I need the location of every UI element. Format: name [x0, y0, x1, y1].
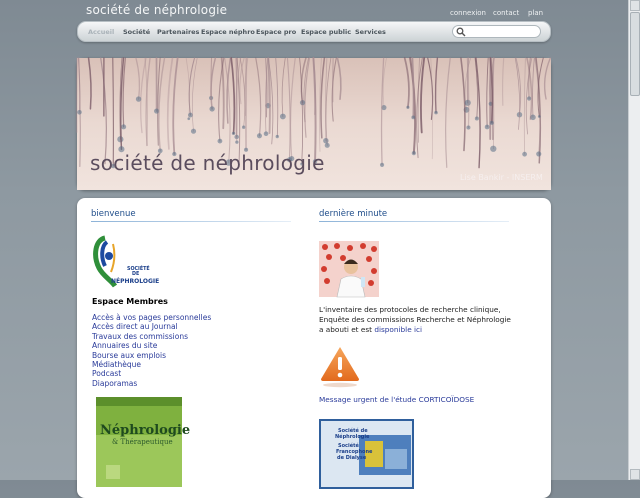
news1-line2: Enquête des commissions Recherche et Néphrologie	[319, 315, 511, 324]
search-box	[452, 25, 541, 38]
nav-item-partenaires[interactable]: Partenaires	[157, 28, 200, 36]
link-mediatheque[interactable]: Médiathèque	[92, 360, 141, 370]
member-links	[92, 313, 211, 388]
journal-subtitle: & Thérapeutique	[112, 438, 173, 446]
banner-credit: Lise Bankir - INSERM	[460, 173, 543, 182]
heading-rule	[91, 221, 291, 222]
vertical-scrollbar[interactable]	[628, 0, 640, 480]
banner-title: société de néphrologie	[90, 151, 325, 175]
heading-rule-right	[319, 221, 509, 222]
scroll-down-button[interactable]	[630, 469, 640, 480]
nav-item-espace-nephro[interactable]: Espace néphro	[201, 28, 255, 36]
heading-bienvenue: bienvenue	[91, 209, 136, 219]
news1-line3-text: a abouti et est	[319, 325, 375, 334]
search-input[interactable]	[466, 27, 538, 37]
logo-text-line3: NÉPHROLOGIE	[111, 278, 160, 285]
dialysis-brochure-image[interactable]	[319, 419, 414, 489]
members-title: Espace Membres	[92, 297, 168, 306]
brochure-line4: Francophone	[336, 449, 373, 455]
researcher-image[interactable]	[319, 241, 379, 297]
brochure-line3: Société	[338, 443, 359, 449]
link-podcast[interactable]: Podcast	[92, 369, 122, 379]
brochure-line5: de Dialyse	[337, 455, 367, 461]
plan-link[interactable]: plan	[528, 9, 544, 17]
link-pages-personnelles[interactable]: Accès à vos pages personnelles	[92, 313, 212, 322]
scroll-up-button[interactable]	[630, 0, 640, 11]
brochure-line1: Société de	[338, 428, 368, 434]
news2	[319, 395, 474, 405]
nav-item-espace-pro[interactable]: Espace pro	[256, 28, 297, 36]
journal-title: Néphrologie	[100, 423, 191, 438]
news1-line1: L'inventaire des protocoles de recherche clinique,	[319, 305, 501, 314]
heading-derniere-minute: dernière minute	[319, 209, 388, 219]
main-nav	[77, 21, 551, 42]
connexion-link[interactable]: connexion	[450, 9, 486, 17]
journal-cover[interactable]	[96, 397, 191, 487]
link-bourse-emplois[interactable]: Bourse aux emplois	[92, 350, 166, 360]
scroll-thumb[interactable]	[630, 12, 640, 96]
nav-item-espace-public[interactable]: Espace public	[301, 28, 352, 36]
site-title[interactable]: société de néphrologie	[86, 3, 228, 17]
news2-link[interactable]: Message urgent de l'étude CORTICOÏDOSE	[319, 395, 475, 404]
link-annuaires[interactable]: Annuaires du site	[92, 341, 158, 351]
contact-link[interactable]: contact	[493, 9, 520, 17]
nav-item-services[interactable]: Services	[355, 28, 386, 36]
banner	[77, 58, 551, 190]
society-logo[interactable]	[91, 234, 160, 292]
news1-link[interactable]: disponible ici	[374, 325, 423, 334]
news1-line3	[319, 325, 422, 335]
nav-item-accueil[interactable]: Accueil	[88, 28, 115, 36]
link-diaporamas[interactable]: Diaporamas	[92, 378, 138, 388]
logo-text-line1: SOCIÉTÉ	[127, 267, 150, 272]
brochure-line2: Néphrologie	[335, 434, 370, 440]
logo-text-line2: DE	[132, 272, 140, 277]
search-icon[interactable]	[456, 27, 466, 37]
content-panel	[77, 198, 551, 498]
link-commissions[interactable]: Travaux des commissions	[92, 331, 188, 341]
link-journal[interactable]: Accès direct au Journal	[92, 322, 178, 332]
nav-item-societe[interactable]: Société	[123, 28, 151, 36]
warning-icon[interactable]	[319, 345, 361, 389]
